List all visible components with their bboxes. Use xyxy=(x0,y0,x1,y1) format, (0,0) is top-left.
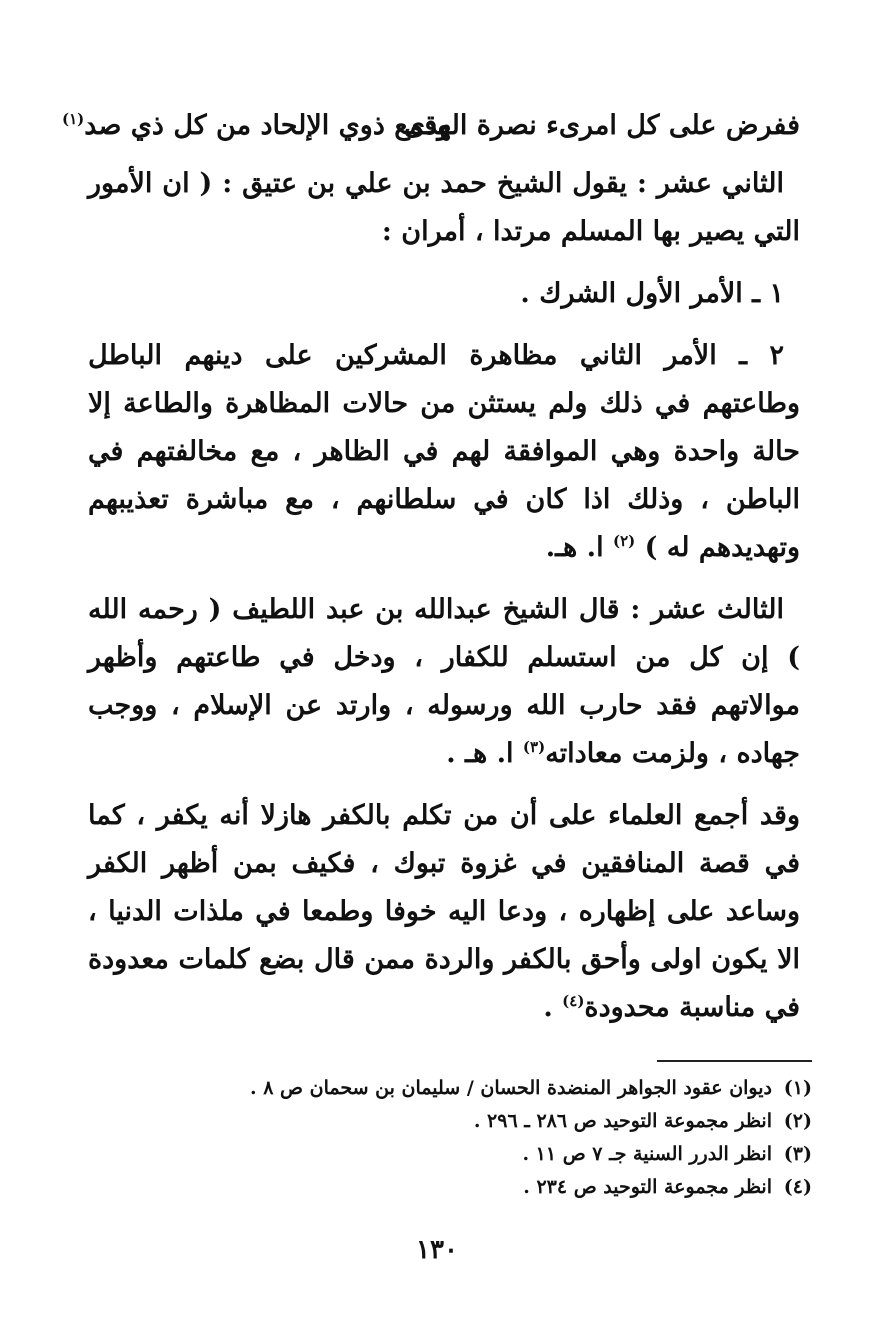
paragraph-text: ٢ ـ الأمر الثاني مظاهرة المشركين على دينهم الباطل وطاعتهم في ذلك ولم يستثن من حالات المظاهرة والطاعة إلا حالة واحدة وهي الموافقة لهم في الظاهر ، مع مخالفتهم في الباطن ، وذلك اذا كان في سلطانهم ، مع مباشرة تعذيبهم وتهديدهم له ) xyxy=(88,340,800,563)
paragraph-first-matter xyxy=(88,270,800,318)
footnote-number: (١) xyxy=(783,1077,812,1099)
verse-second-hemistich: وقمع ذوي الإلحاد من كل ذي صد$^{(١)}$ xyxy=(62,110,451,141)
footnote-text: انظر مجموعة التوحيد ص ٢٨٦ ـ ٢٩٦ . xyxy=(473,1110,772,1132)
footnotes xyxy=(92,1072,812,1204)
footnote xyxy=(92,1072,812,1105)
paragraph-lead: الثاني عشر : xyxy=(636,168,784,199)
footnote-ref-3: (٣) xyxy=(522,738,546,756)
footnote-ref-2: (٢) xyxy=(612,532,636,550)
paragraph-lead: الثالث عشر : xyxy=(630,594,785,625)
footnote-text: انظر مجموعة التوحيد ص ٢٣٤ . xyxy=(523,1176,772,1198)
paragraph-twelfth xyxy=(88,160,800,256)
footnote-number: (٤) xyxy=(783,1176,812,1198)
footnote-text: انظر الدرر السنية جـ ٧ ص ١١ . xyxy=(522,1143,772,1165)
footnote-number: (٣) xyxy=(783,1143,812,1165)
footnote-ref-1: (١) xyxy=(62,110,85,128)
footnote xyxy=(92,1105,812,1138)
footnote xyxy=(92,1171,812,1204)
paragraph-consensus xyxy=(88,792,800,1032)
paragraph-text: يقول الشيخ حمد بن علي بن عتيق : ( ان الأمور التي يصير بها المسلم مرتدا ، أمران : xyxy=(88,168,800,247)
paragraph-text: وقد أجمع العلماء على أن من تكلم بالكفر هازلا أنه يكفر ، كما في قصة المنافقين في غزوة تبوك ، فكيف بمن أظهر الكفر وساعد على إظهاره ، ودعا اليه خوفا وطمعا في ملذات الدنيا ، الا يكون اولى وأحق بالكفر والردة ممن قال بضع كلمات معدودة في مناسبة محدودة xyxy=(88,800,800,1023)
paragraph-tail: ا. هـ. xyxy=(545,532,613,563)
paragraph-second-matter xyxy=(88,332,800,572)
paragraph-tail: . xyxy=(543,992,563,1023)
paragraph-text: ١ ـ الأمر الأول الشرك . xyxy=(520,278,784,309)
footnote-number: (٢) xyxy=(783,1110,812,1132)
paragraph-text: قال الشيخ عبدالله بن عبد اللطيف ( رحمه الله ) إن كل من استسلم للكفار ، ودخل في طاعتهم وأظهر موالاتهم فقد حارب الله ورسوله ، وارتد عن الإسلام ، ووجب جهاده ، ولزمت معاداته xyxy=(88,594,800,769)
page-number: ١٣٠ xyxy=(416,1235,458,1265)
verse-first-hemistich: ففرض على كل امرىء نصرة الهدى xyxy=(403,110,800,141)
footnote-separator xyxy=(657,1060,812,1062)
poetry-verse xyxy=(62,100,800,152)
paragraph-thirteenth xyxy=(88,586,800,778)
paragraph-tail: ا. هـ . xyxy=(446,738,523,769)
footnote-text: ديوان عقود الجواهر المنضدة الحسان / سليمان بن سحمان ص ٨ . xyxy=(249,1077,772,1099)
body-text xyxy=(88,160,800,1046)
footnote-ref-4: (٤) xyxy=(562,992,585,1010)
footnote xyxy=(92,1138,812,1171)
